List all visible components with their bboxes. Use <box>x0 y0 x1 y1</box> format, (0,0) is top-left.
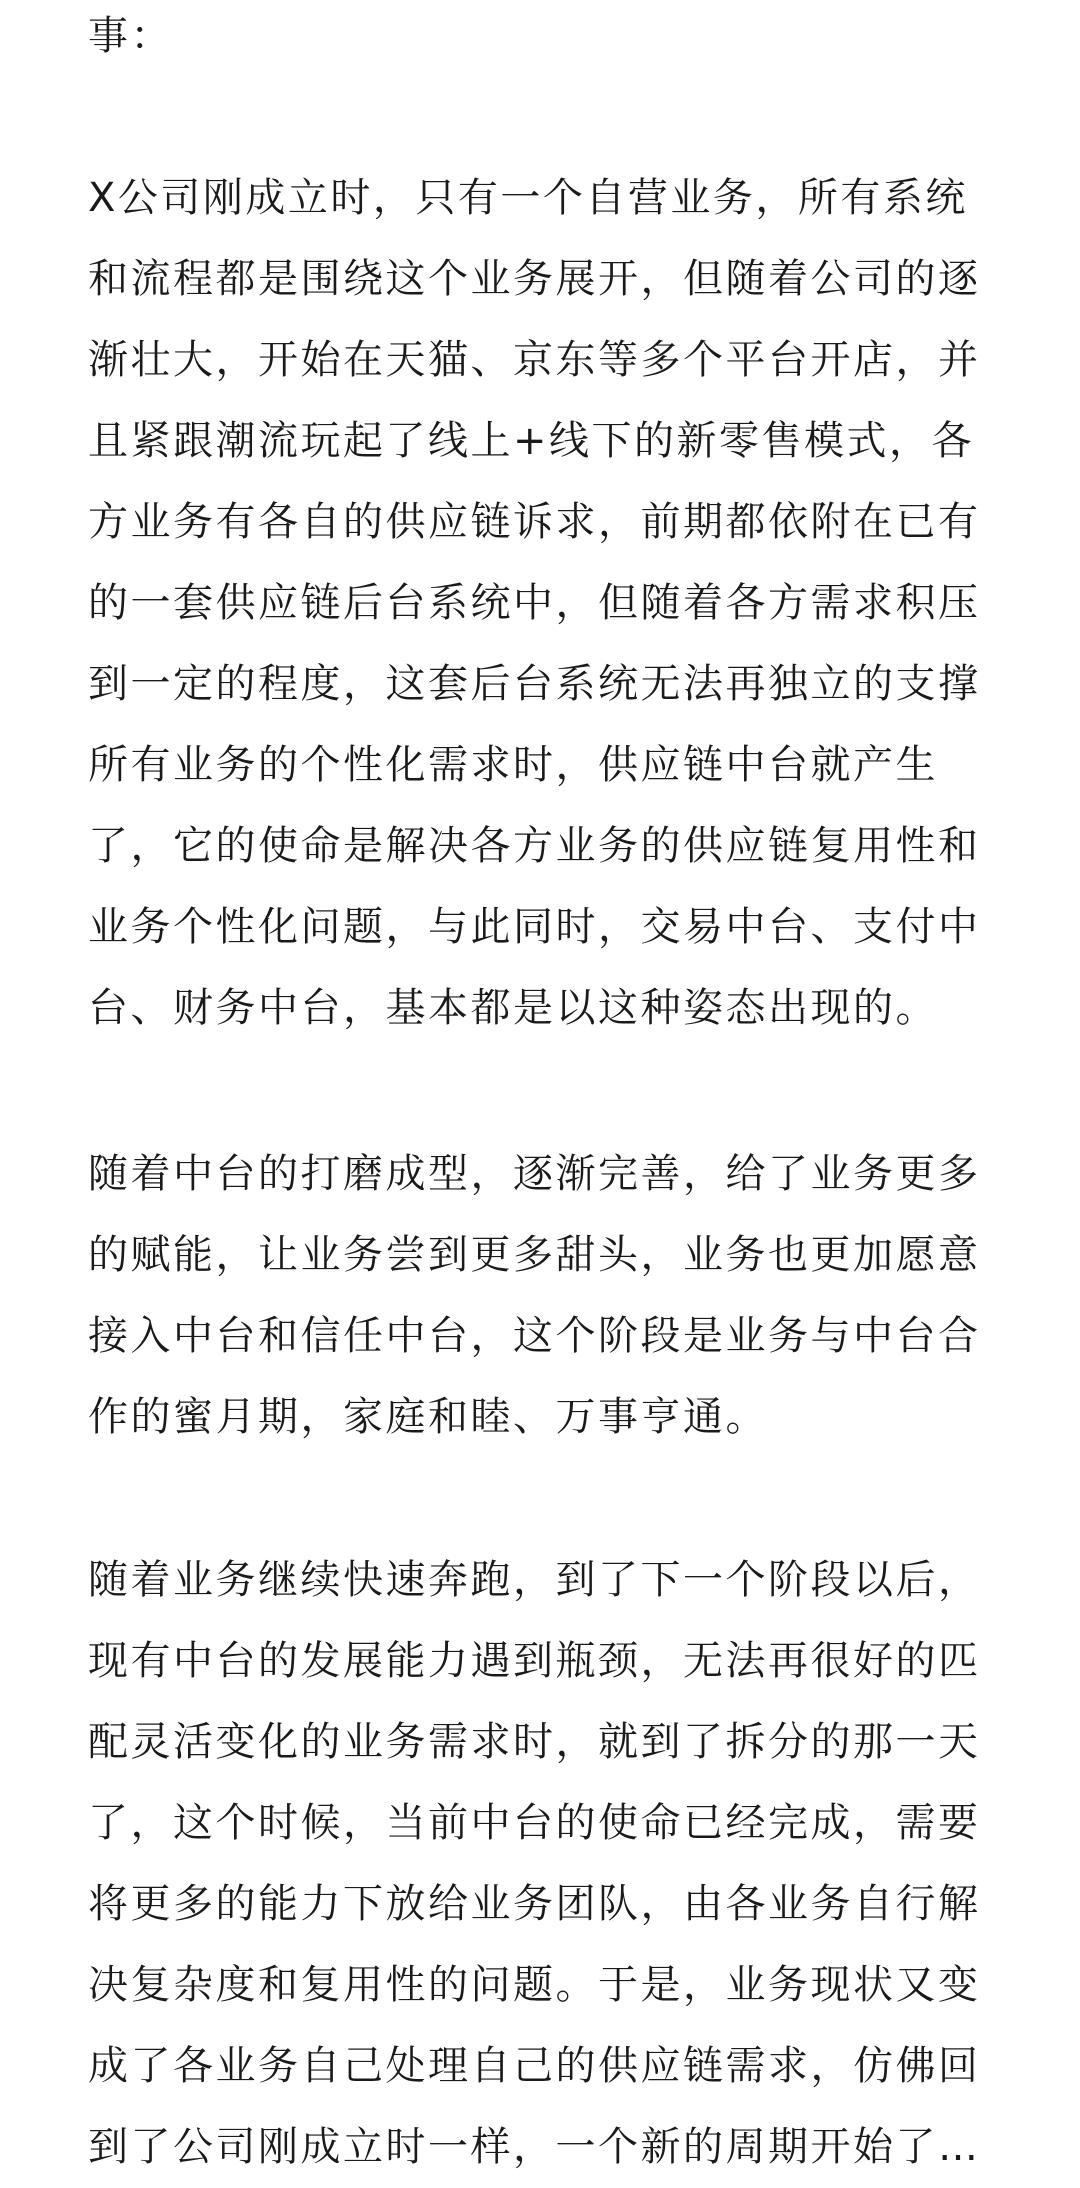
text-line: 作的蜜月期，家庭和睦、万事亨通。 <box>88 1394 768 1440</box>
text-line: 随着业务继续快速奔跑，到了下一个阶段以后， <box>88 1557 981 1603</box>
text-line: 决复杂度和复用性的问题。于是，业务现状又变 <box>88 1962 981 2008</box>
text-line: 方业务有各自的供应链诉求，前期都依附在已有 <box>88 499 981 545</box>
text-line: X公司刚成立时，只有一个自营业务，所有系统 <box>88 175 968 221</box>
text-line: 配灵活变化的业务需求时，就到了拆分的那一天 <box>88 1719 981 1765</box>
text-line: 到了公司刚成立时一样，一个新的周期开始了… <box>88 2124 981 2170</box>
text-line: 所有业务的个性化需求时，供应链中台就产生 <box>88 742 938 788</box>
text-line: 的一套供应链后台系统中，但随着各方需求积压 <box>88 580 981 626</box>
text-line: 了，它的使命是解决各方业务的供应链复用性和 <box>88 823 981 869</box>
paragraph-honeymoon <box>88 1134 981 1458</box>
text-line: 业务个性化问题，与此同时，交易中台、支付中 <box>88 904 981 950</box>
text-line: 的赋能，让业务尝到更多甜头，业务也更加愿意 <box>88 1232 981 1278</box>
text-line: 且紧跟潮流玩起了线上+线下的新零售模式，各 <box>88 418 975 464</box>
paragraph-intro-tail <box>88 0 173 77</box>
text-line: 成了各业务自己处理自己的供应链需求，仿佛回 <box>88 2043 981 2089</box>
text-line: 渐壮大，开始在天猫、京东等多个平台开店，并 <box>88 337 981 383</box>
text-line: 将更多的能力下放给业务团队，由各业务自行解 <box>88 1881 981 1927</box>
text-line: 台、财务中台，基本都是以这种姿态出现的。 <box>88 985 938 1031</box>
text-line: 了，这个时候，当前中台的使命已经完成，需要 <box>88 1800 981 1846</box>
paragraph-new-cycle <box>88 1540 981 2188</box>
text-line: 接入中台和信任中台，这个阶段是业务与中台合 <box>88 1313 981 1359</box>
text-line: 事： <box>88 13 173 59</box>
text-line: 随着中台的打磨成型，逐渐完善，给了业务更多 <box>88 1151 981 1197</box>
text-line: 和流程都是围绕这个业务展开，但随着公司的逐 <box>88 256 981 302</box>
paragraph-company-history <box>88 158 981 1049</box>
text-line: 现有中台的发展能力遇到瓶颈，无法再很好的匹 <box>88 1638 981 1684</box>
text-line: 到一定的程度，这套后台系统无法再独立的支撑 <box>88 661 981 707</box>
